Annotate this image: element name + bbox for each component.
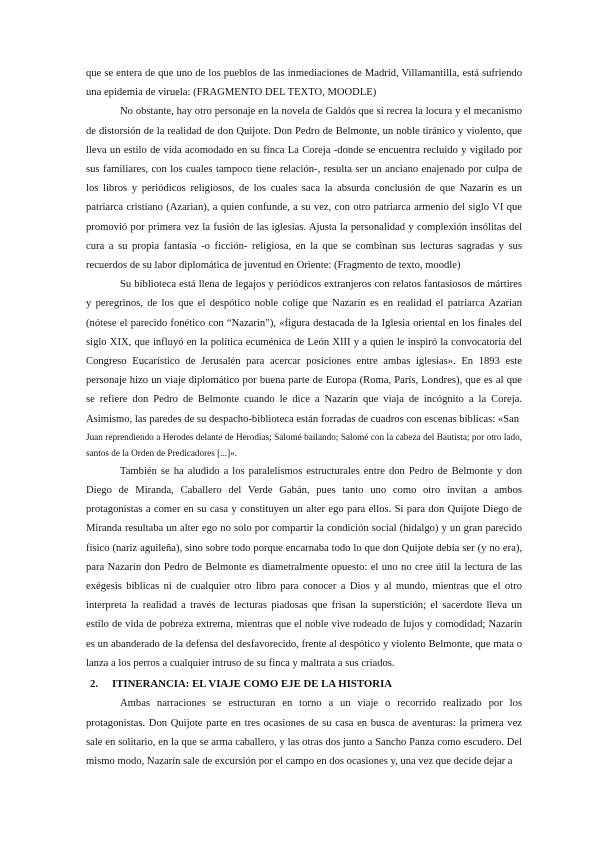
paragraph-itinerancia: Ambas narraciones se estructuran en torno a un viaje o recorrido realizado por los protagonistas. Don Quijote parte en tres ocasiones de su casa en busca de aventuras: la primera vez sale en solitario, en la que se arma caballero, y las otras dos junto a Sancho Panza como escudero. Del mismo modo, Nazarín sale de excursión por el campo en dos ocasiones y, una vez que decide dejar a — [86, 698, 522, 767]
section-number: 2. — [90, 678, 99, 691]
paragraph-continuation: que se entera de que uno de los pueblos de las inmediaciones de Madrid, Villamantilla, está sufriendo una epidemia de viruela: (FRAGMENTO DEL TEXTO, MOODLE) — [86, 68, 522, 99]
paragraph-quote-continuation: Juan reprendiendo a Herodes delante de Herodías; Salomé bailando; Salomé con la cabeza del Bautista; por otro lado, santos de la Orden de Predicadores [...]». — [86, 431, 522, 459]
section-title: ITINERANCIA: EL VIAJE COMO EJE DE LA HISTORIA — [112, 678, 393, 691]
paragraph-biblioteca: Su biblioteca está llena de legajos y periódicos extranjeros con relatos fantasiosos de mártires y peregrinos, de los que el despótico noble colige que Nazarín es en realidad el patriarca Azarian (nótese el parecido fonético con “Nazarín”), «figura destacada de la Iglesia oriental en los finales del siglo XIX, que influyó en la política ecuménica de León XIII y a quien le inspiró la convocatoria del Congreso Eucarístico de Jerusalén para acercar posiciones entre ambas iglesias». En 1893 este personaje hizo un viaje diplomático por buena parte de Europa (Roma, París, Londres), que es al que se refiere don Pedro de Belmonte cuando le dice a Nazarín que viaja de incógnito a la Coreja. Asimismo, las paredes de su despacho-biblioteca están forradas de cuadros con escenas bíblicas: «San — [86, 279, 522, 425]
paragraph-belmonte-intro: No obstante, hay otro personaje en la novela de Galdós que sí recrea la locura y el mecanismo de distorsión de la realidad de don Quijote. Don Pedro de Belmonte, un noble tiránico y violento, que lleva un estilo de vida acomodado en su finca La Coreja -donde se encuentra recluido y vigilado por sus familiares, con los cuales tampoco tiene relación-, resulta ser un anciano enajenado por culpa de los libros y periódicos religiosos, de los cuales saca la absurda conclusión de que Nazarín es un patriarca cristiano (Azarian), a quien confunde, a su vez, con otro patriarca armenio del siglo VI que promovió por primera vez la fusión de las iglesias. Ajusta la personalidad y complexión insólitas del cura a su propia fantasía -o ficción- religiosa, en la que se combinan sus lecturas sagradas y sus recuerdos de su labor diplomática de juventud en Oriente: (Fragmento de texto, moodle) — [86, 106, 522, 272]
paragraph-paralelismos: También se ha aludido a los paralelismos estructurales entre don Pedro de Belmonte y don Diego de Miranda, Caballero del Verde Gabán, pues tanto uno como otro invitan a ambos protagonistas a comer en su casa y constituyen un alter ego para ellos. Si para don Quijote Diego de Miranda resultaba un alter ego no solo por compartir la condición social (hidalgo) y un gran parecido físico (nariz aguileña), sino sobre todo porque encarnaba todo lo que don Quijote debía ser (y no era), para Nazarín don Pedro de Belmonte es diametralmente opuesto: el uno no cree útil la lectura de las exégesis bíblicas ni de cualquier otro libro para conocer a Dios y al mundo, mientras que el otro interpreta la realidad a través de lecturas piadosas que frisan la superstición; el sacerdote lleva un estilo de vida de pobreza extrema, mientras que el noble vive rodeado de lujos y comodidad; Nazarín es un abanderado de la defensa del desfavorecido, frente al despótico y violento Belmonte, que mata o lanza a los perros a cualquier intruso de su finca y maltrata a sus criados. — [86, 465, 522, 669]
section-heading — [86, 675, 522, 694]
